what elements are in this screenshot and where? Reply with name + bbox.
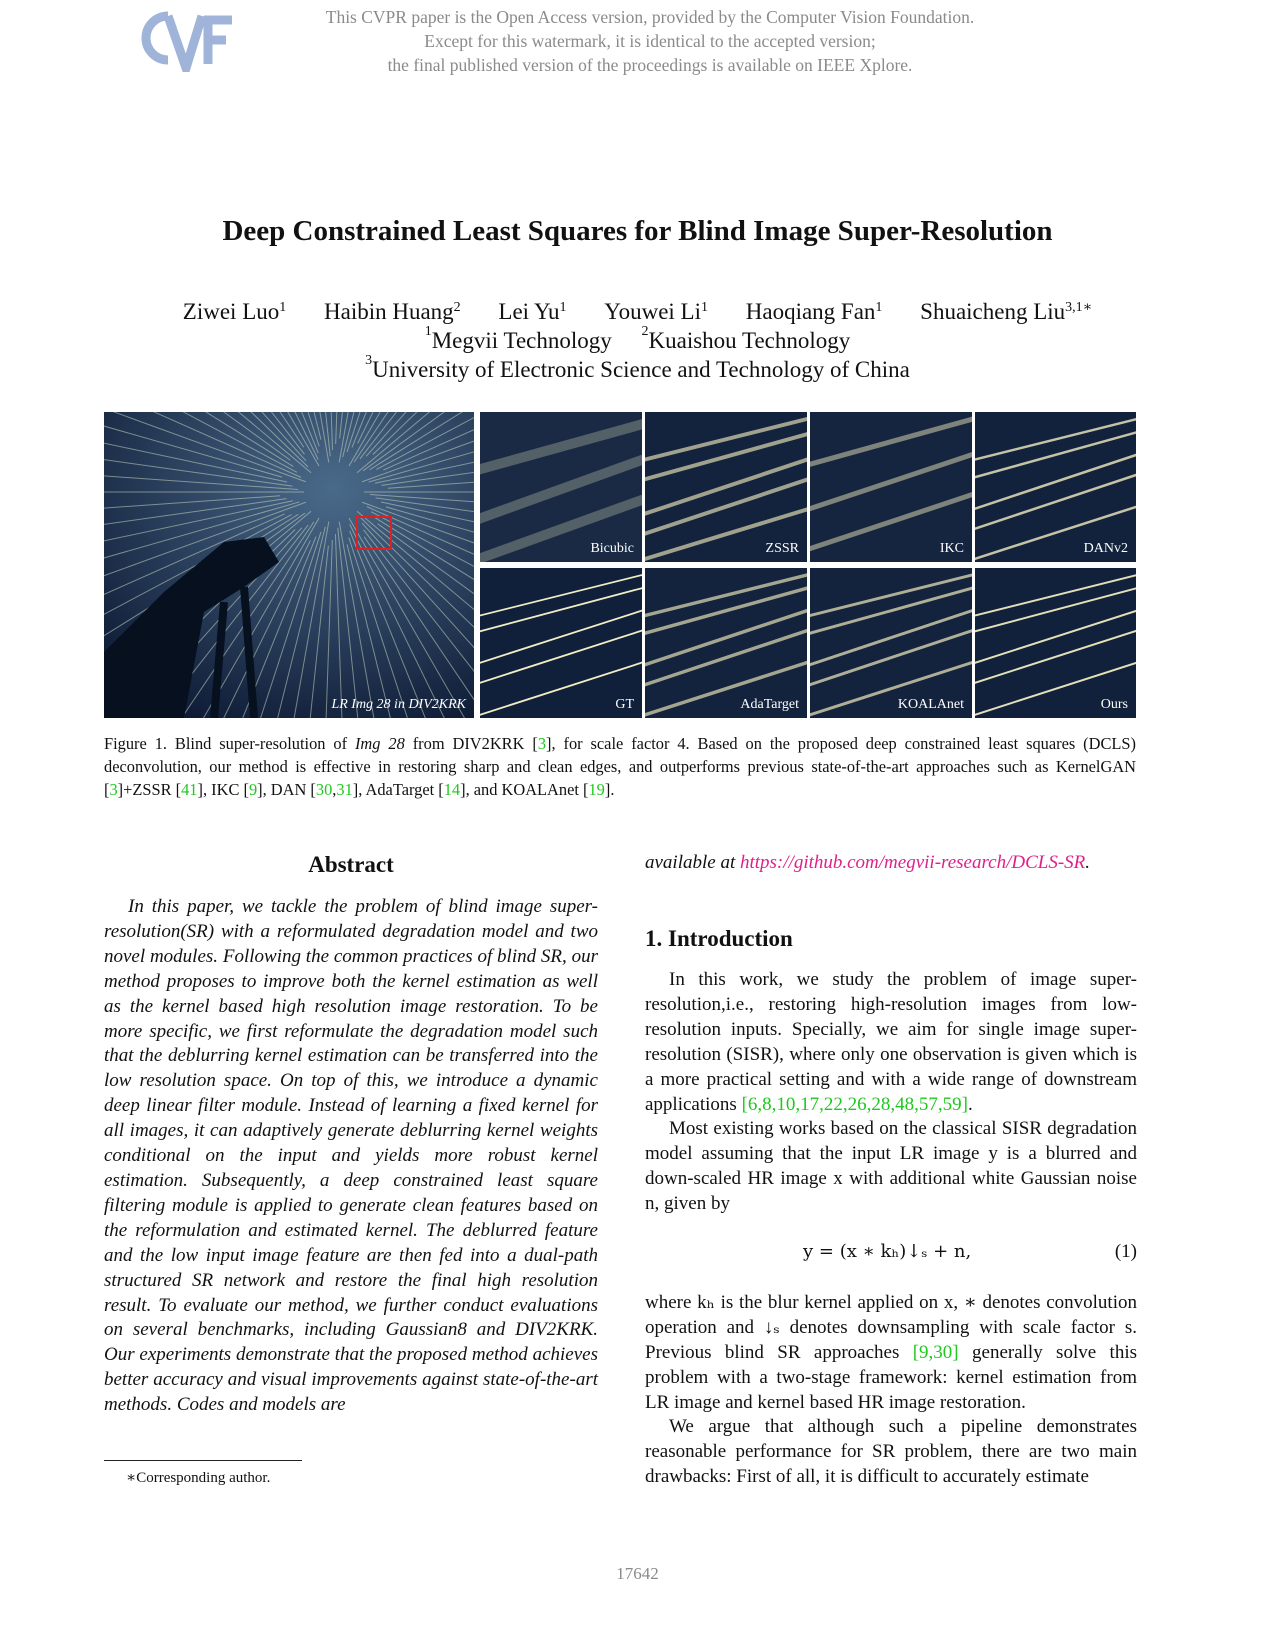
panel-ikc	[810, 412, 972, 562]
crop-image	[975, 412, 1136, 562]
citation-link[interactable]: 19	[588, 780, 605, 799]
author: Lei Yu$^1$	[498, 299, 567, 324]
intro-paragraph: In this work, we study the problem of image super-resolution,i.e., restoring high-resolution images from low-resolution inputs. Specially, we aim for single image super-resolution (SISR), where only one observation is given which is a more practical setting and with a wide range of downstream applications [6,8,10,17,22,26,28,48,57,59].	[645, 969, 1137, 1115]
citation-link[interactable]: 41	[181, 780, 198, 799]
panel-gt	[480, 568, 642, 718]
crop-image	[975, 568, 1136, 718]
section-heading: 1. Introduction	[645, 926, 793, 951]
panel-label: Bicubic	[590, 541, 634, 556]
panel-bicubic	[480, 412, 642, 562]
panel-adatarget	[645, 568, 807, 718]
author: Ziwei Luo$^1$	[182, 299, 287, 324]
panel-label: LR Img 28 in DIV2KRK	[331, 697, 466, 712]
citation-link[interactable]: 14	[443, 780, 461, 799]
author: Shuaicheng Liu$^{3,1∗}$	[920, 299, 1093, 324]
panel-label: IKC	[939, 541, 964, 556]
panel-label: GT	[615, 697, 634, 712]
author: Youwei Li$^1$	[604, 299, 708, 324]
affiliation: $^1$Megvii Technology	[424, 324, 612, 353]
crop-image	[480, 568, 642, 718]
star-trail-image	[104, 412, 474, 718]
panel-koalanet	[810, 568, 972, 718]
citation-link[interactable]: 30	[315, 780, 333, 799]
watermark-line: the final published version of the proceedings is available on IEEE Xplore.	[387, 55, 913, 75]
intro-paragraph: where kₕ is the blur kernel applied on x, ∗ denotes convolution operation and ↓ₛ denotes downsampling with scale factor s. Previous blind SR approaches [9,30] generally solve this problem with a two-stage framework: kernel estimation from LR image and kernel based HR image restoration.	[645, 1292, 1137, 1413]
crop-image	[645, 412, 807, 562]
code-link[interactable]: https://github.com/megvii-research/DCLS-SR	[739, 852, 1086, 873]
citation-link[interactable]: [9,30]	[912, 1341, 959, 1363]
abstract-heading: Abstract	[308, 852, 394, 877]
citation-link[interactable]: [6,8,10,17,22,26,28,48,57,59]	[741, 1093, 968, 1115]
author-list	[0, 298, 1275, 326]
panel-label: ZSSR	[765, 541, 799, 556]
affiliation: $^2$Kuaishou Technology	[641, 324, 851, 353]
lr-image-panel	[104, 412, 474, 718]
cvf-logo	[138, 8, 234, 72]
paper-title: Deep Constrained Least Squares for Blind Image Super-Resolution	[222, 215, 1053, 247]
panel-label: AdaTarget	[740, 697, 799, 712]
watermark-line: Except for this watermark, it is identical to the accepted version;	[424, 31, 876, 51]
panel-label: Ours	[1100, 697, 1128, 712]
figure-caption: Figure 1. Blind super-resolution of Img 28 from DIV2KRK [3], for scale factor 4. Based on the proposed deep constrained least squares (DCLS) deconvolution, our method is effective in restoring sharp and clean edges, and outperforms previous state-of-the-art approaches such as KernelGAN [3]+ZSSR [41], IKC [9], DAN [30,31], AdaTarget [14], and KOALAnet [19].	[104, 734, 1136, 799]
panel-ours	[975, 568, 1136, 718]
intro-paragraph: Most existing works based on the classical SISR degradation model assuming that the input LR image y is a blurred and down-scaled HR image x with additional white Gaussian noise n, given by	[645, 1118, 1137, 1214]
intro-paragraph: We argue that although such a pipeline demonstrates reasonable performance for SR problem, there are two main drawbacks: First of all, it is difficult to accurately estimate	[645, 1416, 1137, 1487]
crop-image	[810, 568, 972, 718]
crop-image	[480, 412, 642, 562]
equation-body: y = (x ∗ kₕ)↓ₛ + n,	[803, 1241, 972, 1262]
affiliation: $^3$University of Electronic Science and Technology of China	[365, 353, 910, 382]
author: Haoqiang Fan$^1$	[745, 299, 883, 324]
author: Haibin Huang$^2$	[324, 299, 461, 324]
watermark	[270, 5, 1030, 77]
crop-image	[645, 568, 807, 718]
equation-1	[645, 1241, 1137, 1269]
citation-link[interactable]: 3	[109, 780, 118, 799]
citation-link[interactable]: 3	[537, 734, 547, 753]
panel-label: KOALAnet	[897, 697, 964, 712]
abstract-text: In this paper, we tackle the problem of blind image super-resolution(SR) with a reformulated degradation model and two novel modules. Following the common practices of blind SR, our method proposes to improve both the kernel estimation as well as the kernel based high resolution image restoration. To be more specific, we first reformulate the degradation model such that the deblurring kernel estimation can be transferred into the low resolution space. On top of this, we introduce a dynamic deep linear filter module. Instead of learning a fixed kernel for all images, it can adaptively generate deblurring kernel weights conditional on the input and yields more robust kernel estimation. Subsequently, a deep constrained least square filtering module is applied to generate clean features based on the reformulation and estimated kernel. The deblurred feature and the low input image feature are then fed into a dual-path structured SR network and restore the final high resolution result. To evaluate our method, we further conduct evaluations on several benchmarks, including Gaussian8 and DIV2KRK. Our experiments demonstrate that the proposed method achieves better accuracy and visual improvements against state-of-the-art methods. Codes and models are	[104, 896, 598, 1416]
abstract-continuation: available at https://github.com/megvii-research/DCLS-SR.	[645, 852, 1091, 873]
footnote-divider	[104, 1460, 302, 1461]
crop-image	[810, 412, 972, 562]
panel-danv2	[975, 412, 1136, 562]
equation-number: (1)	[1114, 1241, 1137, 1262]
affiliations	[0, 324, 1275, 354]
panel-zssr	[645, 412, 807, 562]
figure-1	[104, 412, 1136, 718]
page-number: 17642	[616, 1564, 659, 1583]
citation-link[interactable]: 31	[336, 780, 353, 799]
footnote: ∗Corresponding author.	[126, 1470, 271, 1486]
watermark-line: This CVPR paper is the Open Access version, provided by the Computer Vision Foundation.	[325, 7, 975, 27]
citation-link[interactable]: 9	[248, 780, 258, 799]
panel-label: DANv2	[1083, 541, 1128, 556]
